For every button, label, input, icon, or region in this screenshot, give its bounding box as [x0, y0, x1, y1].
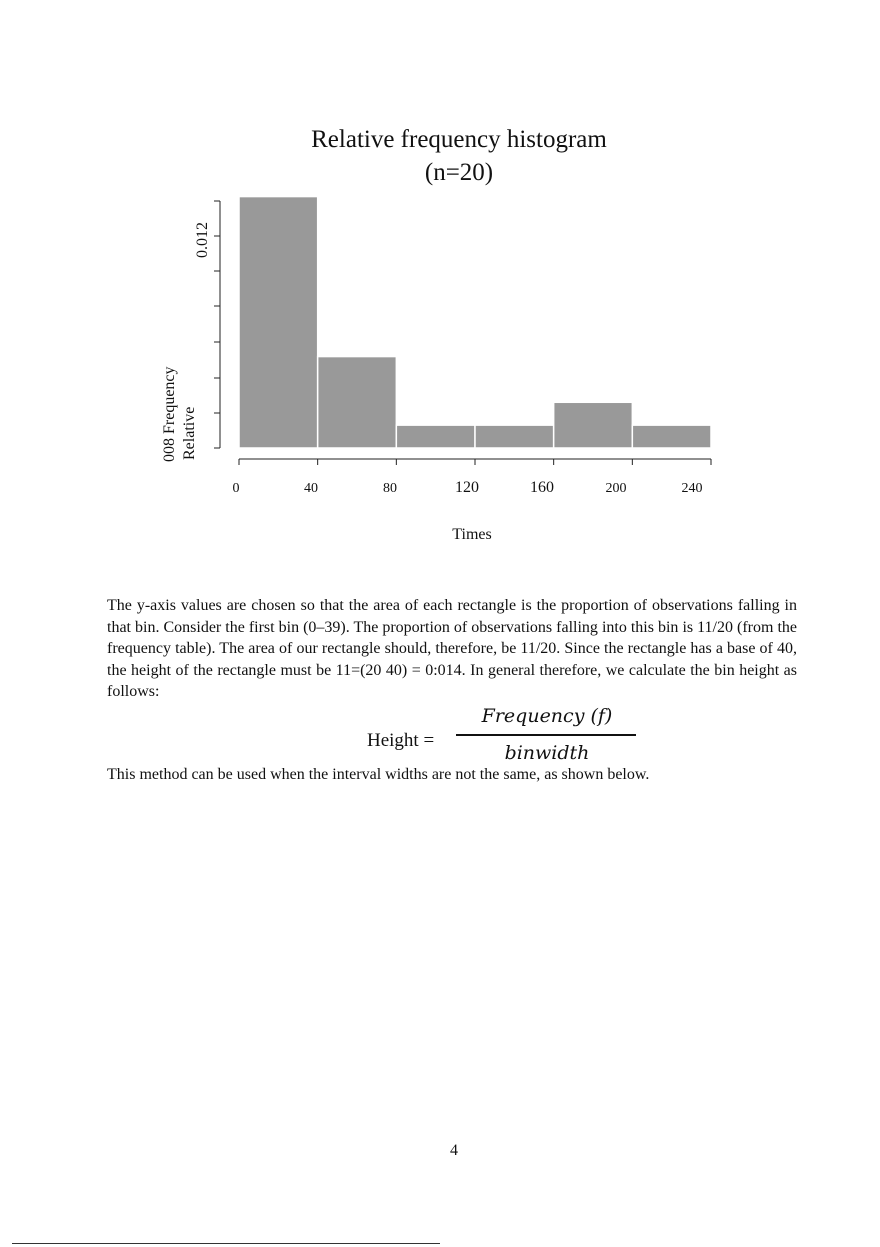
- x-tick-label: 40: [304, 481, 318, 496]
- x-tick-label: 160: [530, 479, 554, 496]
- histogram-bar: [318, 357, 397, 448]
- histogram-chart: [0, 0, 880, 560]
- fraction-bar: [456, 734, 636, 736]
- histogram-bar: [554, 402, 633, 448]
- x-tick-label: 120: [455, 479, 479, 496]
- formula-numerator: Frequency (f): [481, 705, 613, 727]
- formula-denominator: binwidth: [504, 742, 590, 764]
- chart-title: Relative frequency histogram: [311, 126, 607, 153]
- x-axis-label: Times: [452, 526, 492, 543]
- y-axis-label-line2: Relative: [181, 406, 198, 460]
- height-formula: [0, 700, 880, 772]
- x-tick-label: 0: [232, 481, 240, 496]
- formula-lhs: Height =: [367, 730, 435, 751]
- y-tick-label: 0.012: [194, 222, 211, 258]
- histogram-bar: [396, 425, 475, 448]
- x-tick-label: 240: [681, 481, 703, 496]
- chart-subtitle: (n=20): [424, 159, 494, 186]
- histogram-bar: [475, 425, 554, 448]
- y-axis-label-line1: 008 Frequency: [161, 366, 178, 462]
- x-tick-label: 200: [605, 481, 627, 496]
- x-tick-label: 80: [383, 481, 397, 496]
- body-paragraph-2: This method can be used when the interval widths are not the same, as shown below.: [107, 766, 650, 783]
- histogram-bar: [632, 425, 711, 448]
- page-number: 4: [450, 1142, 458, 1159]
- footer-rule: [12, 1243, 440, 1244]
- histogram-bar: [239, 197, 318, 448]
- body-paragraph: The y-axis values are chosen so that the area of each rectangle is the proportion of observations falling in that bin. Consider the first bin (0–39). The proportion of observations falling into this bin is 11/20 (from the frequency table). The area of our rectangle should, therefore, be 11/20. Since the rectangle has a base of 40, the height of the rectangle must be 11=(20 40) = 0:014. In general therefore, we calculate the bin height as follows:: [107, 597, 797, 700]
